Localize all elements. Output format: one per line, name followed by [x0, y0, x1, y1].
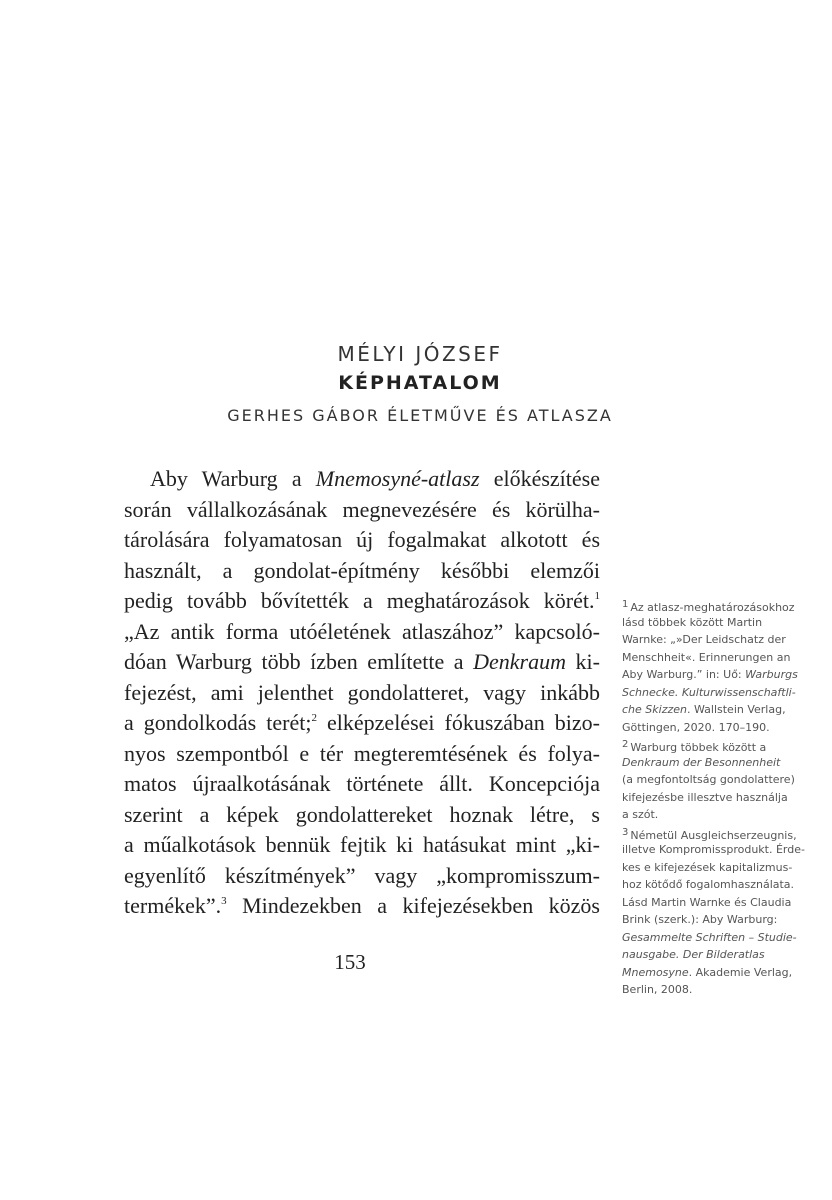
text-line: során vállalkozásának megnevezésére és körülha-: [124, 496, 600, 522]
text-line: a gondolkodás terét;$^2$ elképzelései fókuszában bizo-: [124, 710, 600, 735]
side-notes: [622, 596, 822, 999]
footnote-number: 2: [622, 739, 629, 750]
footnote-2: 2 Warburg többek között a Denkraum der Besonnenheit (a megfontoltság gondolattere) kifejezésbe illesztve használja a szót.: [622, 739, 795, 821]
footnote-ref-2: 2: [311, 712, 317, 724]
text-line: „Az antik forma utóéletének atlaszához” kapcsoló-: [124, 618, 600, 644]
text-line: pedig tovább bővítették a meghatározások körét.$^1$: [124, 588, 600, 613]
body-paragraph: [124, 464, 600, 922]
footnote-number: 1: [622, 599, 629, 610]
text-line: matos újraalkotásának története állt. Koncepciója: [124, 771, 600, 796]
footnote-number: 3: [622, 826, 629, 838]
footnote-ref-1: 1: [594, 590, 600, 602]
text-line: termékek”.$^3$ Mindezekben a kifejezésekben közös: [124, 893, 600, 918]
text-line: fejezést, ami jelenthet gondolatteret, vagy inkább: [124, 679, 600, 705]
page-number: 153: [334, 950, 366, 974]
italic-term: Denkraum: [473, 649, 566, 674]
text-line: dóan Warburg több ízben említette a Denkraum ki-: [124, 649, 600, 674]
chapter-title: KÉPHATALOM: [338, 372, 502, 394]
text-line: nyos szempontból e tér megteremtésének és folya-: [124, 740, 600, 766]
text-line: szerint a képek gondolattereket hoznak létre, s: [124, 801, 600, 827]
text-line: egyenlítő készítmények” vagy „kompromisszum-: [124, 862, 600, 888]
chapter-subtitle: GERHES GÁBOR ÉLETMŰVE ÉS ATLASZA: [227, 406, 613, 425]
footnote-ref-3: 3: [221, 895, 227, 907]
italic-term: Mnemosyné-atlasz: [315, 466, 480, 491]
footnote-3: 3 Németül Ausgleichserzeugnis, illetve Kompromissprodukt. Érde- kes e kifejezések kapitalizmus- hoz kötődő fogalomhasználata. Lásd Martin Warnke és Claudia Brink (szerk.): Aby Warburg: Gesammelte Schriften – Studie- nausgabe. Der Bilderatlas Mnemosyne. Akademie Verlag, Berlin, 2008.: [622, 826, 805, 996]
text-line: Aby Warburg a Mnemosyné-atlasz előkészítése: [150, 466, 600, 491]
text-line: tárolására folyamatosan új fogalmakat alkotott és: [124, 527, 600, 552]
footnote-1: 1 Az atlasz-meghatározásokhoz lásd többek között Martin Warnke: „»Der Leidschatz der Menschheit«. Erinnerungen an Aby Warburg.” in: Uő: Warburgs Schnecke. Kulturwissenschaftli- che Skizzen. Wallstein Verlag, Göttingen, 2020. 170–190.: [622, 599, 798, 734]
author-name: MÉLYI JÓZSEF: [337, 342, 503, 366]
text-line: a műalkotások bennük fejtik ki hatásukat mint „ki-: [124, 832, 600, 857]
text-line: használt, a gondolat-építmény későbbi elemzői: [124, 557, 600, 583]
